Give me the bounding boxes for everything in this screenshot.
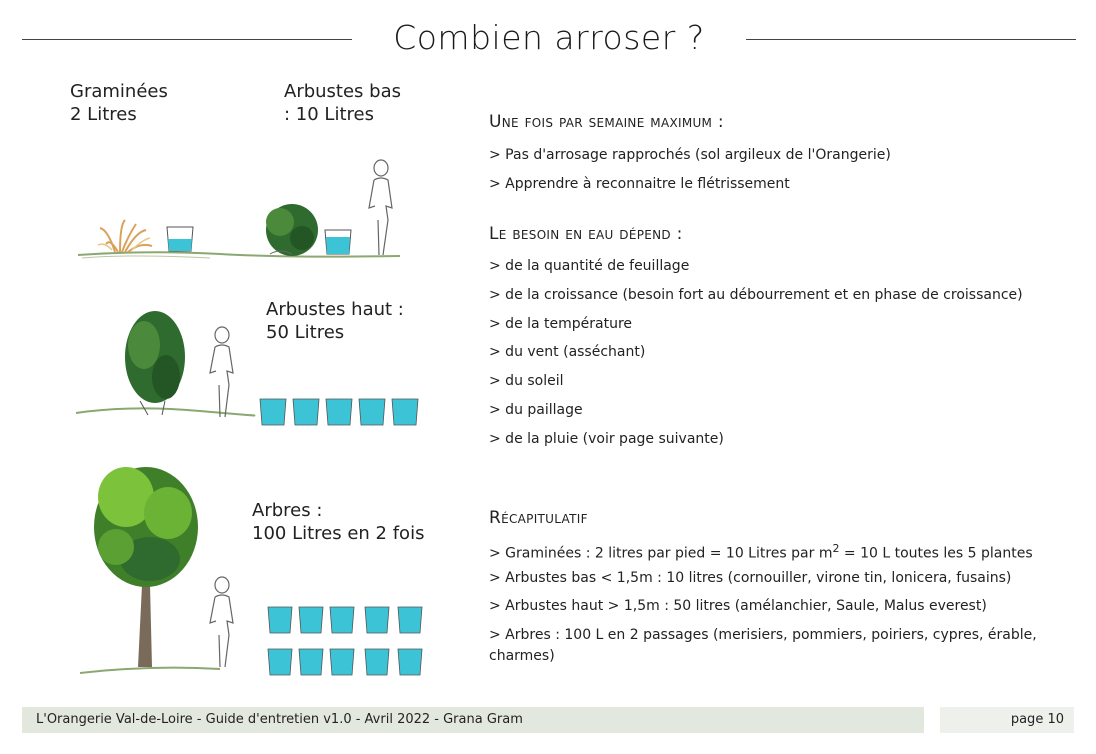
ground-line: [78, 252, 400, 258]
list-item: > de la quantité de feuillage: [489, 258, 690, 274]
person-icon: [210, 577, 233, 667]
tree-icon: [94, 467, 198, 667]
person-icon: [210, 327, 233, 417]
title-rule-right: [746, 39, 1076, 40]
ground-line: [76, 408, 254, 415]
superscript: 2: [832, 542, 840, 555]
grass-plant-icon: [98, 220, 152, 252]
list-item: > Pas d'arrosage rapprochés (sol argileux de l'Orangerie): [489, 147, 891, 163]
list-item: > de la pluie (voir page suivante): [489, 430, 724, 447]
label-arbustes-haut: Arbustes haut : 50 Litres: [266, 299, 404, 343]
person-icon: [369, 160, 392, 255]
water-bucket-icon: [167, 227, 193, 251]
label-graminees: Graminées 2 Litres: [70, 81, 168, 125]
footer-document-info: L'Orangerie Val-de-Loire - Guide d'entretien v1.0 - Avril 2022 - Grana Gram: [22, 707, 924, 733]
water-buckets-10: [268, 607, 422, 675]
list-item: [489, 535, 1059, 564]
list-item: > de la température: [489, 315, 633, 332]
section-heading-recap: Récapitulatif: [489, 508, 588, 528]
label-arbres: Arbres : 100 Litres en 2 fois: [252, 500, 425, 544]
recap-list: [489, 535, 1059, 667]
section-heading-water-needs: Le besoin en eau dépend :: [489, 224, 683, 244]
tall-shrub-icon: [125, 311, 185, 415]
list-item: > du soleil: [489, 373, 564, 390]
low-shrub-icon: [266, 204, 318, 256]
illustration-row-2: [70, 305, 430, 435]
footer-page-number: page 10: [940, 707, 1074, 733]
water-buckets-5: [260, 399, 418, 425]
list-item: > Apprendre à reconnaitre le flétrissement: [489, 175, 790, 192]
page-header: [0, 14, 1096, 66]
list-item: > du paillage: [489, 401, 583, 418]
list-item: > Arbres : 100 L en 2 passages (merisiers, pommiers, poiriers, cypres, érable, charmes): [489, 626, 1037, 664]
page-title: Combien arroser ?: [393, 18, 705, 57]
illustration-row-3: [70, 455, 430, 685]
title-rule-left: [22, 39, 352, 40]
water-needs-list: [489, 252, 1023, 454]
list-item: > du vent (asséchant): [489, 344, 646, 361]
list-item: > de la croissance (besoin fort au débourrement et en phase de croissance): [489, 286, 1023, 303]
list-item: > Arbustes bas < 1,5m : 10 litres (cornouiller, virone tin, lonicera, fusains): [489, 569, 1012, 586]
label-arbustes-bas: Arbustes bas : 10 Litres: [284, 81, 401, 125]
section-heading-frequency: Une fois par semaine maximum :: [489, 112, 724, 132]
recap-graminees-text: > Graminées : 2 litres par pied = 10 Litres par m: [489, 545, 833, 562]
recap-graminees-text-end: = 10 L toutes les 5 plantes: [839, 545, 1033, 562]
water-bucket-icon: [325, 230, 351, 254]
list-item: > Arbustes haut > 1,5m : 50 litres (amélanchier, Saule, Malus everest): [489, 598, 987, 614]
illustration-row-1: [70, 150, 420, 270]
frequency-list: [489, 141, 891, 199]
ground-line: [80, 668, 220, 673]
